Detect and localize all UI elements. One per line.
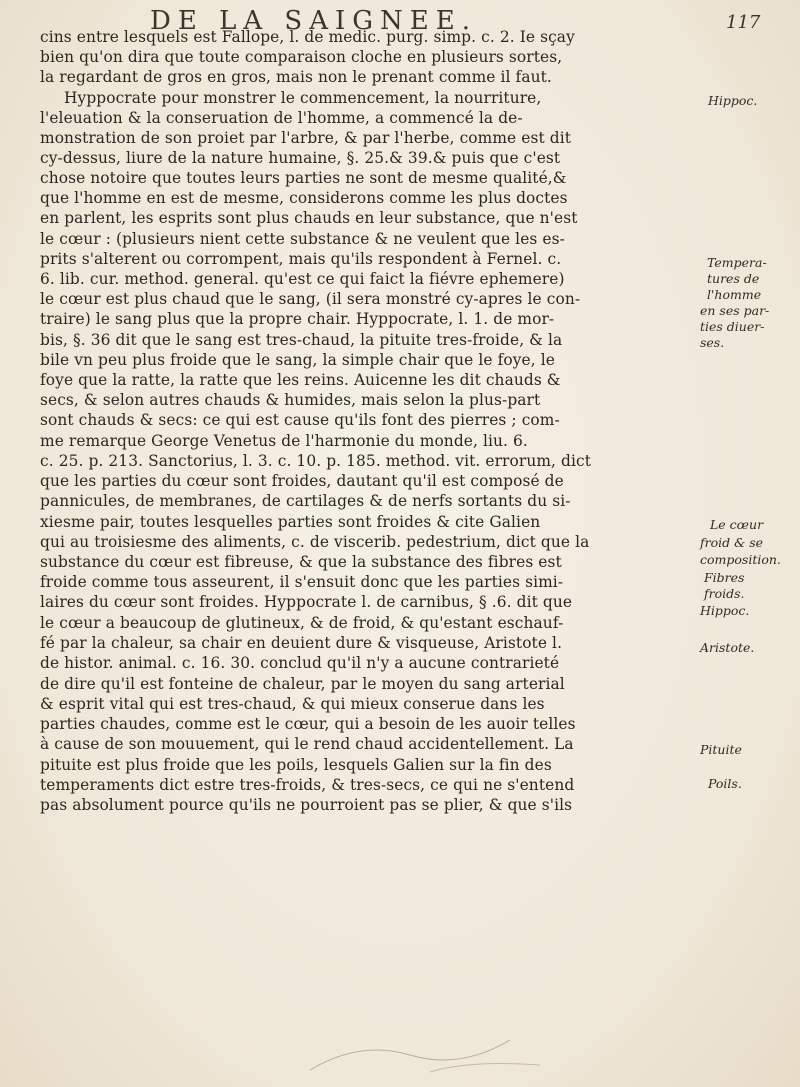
text-line: cy-dessus, liure de la nature humaine, §. 25.& 39.& puis que c'est xyxy=(40,149,561,167)
text-line: laires du cœur sont froides. Hyppocrate l. de carnibus, § .6. dit que xyxy=(40,593,573,611)
margin-note: l'homme xyxy=(707,287,762,302)
page-number: 117 xyxy=(726,12,761,33)
text-line: xiesme pair, toutes lesquelles parties sont froides & cite Galien xyxy=(40,513,541,531)
text-line: traire) le sang plus que la propre chair. Hyppocrate, l. 1. de mor- xyxy=(40,310,555,328)
margin-note: tures de xyxy=(707,271,760,286)
text-line: de dire qu'il est fonteine de chaleur, par le moyen du sang arterial xyxy=(40,675,565,693)
text-line: Hyppocrate pour monstrer le commencement, la nourriture, xyxy=(64,89,542,107)
margin-note: Fibres xyxy=(704,570,745,585)
margin-note: froid & se xyxy=(700,535,764,550)
text-line: bien qu'on dira que toute comparaison cloche en plusieurs sortes, xyxy=(40,48,563,66)
margin-note: Le cœur xyxy=(710,517,764,532)
margin-note: Hippoc. xyxy=(700,603,750,618)
margin-note: Poils. xyxy=(708,776,742,791)
margin-note: Hippoc. xyxy=(708,93,758,108)
text-line: bile vn peu plus froide que le sang, la simple chair que le foye, le xyxy=(40,351,555,369)
text-line: l'eleuation & la conseruation de l'homme, a commencé la de- xyxy=(40,109,523,127)
text-line: que l'homme en est de mesme, considerons comme les plus doctes xyxy=(40,189,568,207)
text-line: parties chaudes, comme est le cœur, qui a besoin de les auoir telles xyxy=(40,715,576,733)
chapter-title: DE LA SAIGNEE. xyxy=(150,6,477,36)
text-line: secs, & selon autres chauds & humides, mais selon la plus-part xyxy=(40,391,541,409)
text-line: à cause de son mouuement, qui le rend chaud accidentellement. La xyxy=(40,735,574,753)
text-line: le cœur a beaucoup de glutineux, & de froid, & qu'estant eschauf- xyxy=(40,614,564,632)
text-line: que les parties du cœur sont froides, dautant qu'il est composé de xyxy=(40,472,564,490)
text-line: bis, §. 36 dit que le sang est tres-chaud, la pituite tres-froide, & la xyxy=(40,331,563,349)
text-line: en parlent, les esprits sont plus chauds en leur substance, que n'est xyxy=(40,209,578,227)
text-line: fé par la chaleur, sa chair en deuient dure & visqueuse, Aristote l. xyxy=(40,634,563,652)
text-line: le cœur : (plusieurs nient cette substance & ne veulent que les es- xyxy=(40,230,565,248)
text-line: froide comme tous asseurent, il s'ensuit donc que les parties simi- xyxy=(40,573,564,591)
margin-note: en ses par- xyxy=(700,303,770,318)
margin-note: Aristote. xyxy=(700,640,755,655)
margin-note: ses. xyxy=(700,335,725,350)
pencil-mark xyxy=(300,1010,560,1080)
text-line: me remarque George Venetus de l'harmonie du monde, liu. 6. xyxy=(40,432,528,450)
text-line: & esprit vital qui est tres-chaud, & qui mieux conserue dans les xyxy=(40,695,545,713)
text-line: la regardant de gros en gros, mais non le prenant comme il faut. xyxy=(40,68,552,86)
text-line: 6. lib. cur. method. general. qu'est ce qui faict la fiévre ephemere) xyxy=(40,270,565,288)
text-line: qui au troisiesme des aliments, c. de viscerib. pedestrium, dict que la xyxy=(40,533,590,551)
margin-note: ties diuer- xyxy=(700,319,765,334)
text-line: temperaments dict estre tres-froids, & tres-secs, ce qui ne s'entend xyxy=(40,776,575,794)
margin-note: Tempera- xyxy=(707,255,767,270)
margin-note: Pituite xyxy=(700,742,742,757)
text-line: le cœur est plus chaud que le sang, (il sera monstré cy-apres le con- xyxy=(40,290,581,308)
text-line: c. 25. p. 213. Sanctorius, l. 3. c. 10. p. 185. method. vit. errorum, dict xyxy=(40,452,592,470)
text-line: prits s'alterent ou corrompent, mais qu'ils respondent à Fernel. c. xyxy=(40,250,562,268)
margin-note: froids. xyxy=(704,586,745,601)
text-line: pituite est plus froide que les poils, lesquels Galien sur la fin des xyxy=(40,756,552,774)
text-line: foye que la ratte, la ratte que les reins. Auicenne les dit chauds & xyxy=(40,371,561,389)
text-line: substance du cœur est fibreuse, & que la substance des fibres est xyxy=(40,553,562,571)
text-line: pas absolument pource qu'ils ne pourroient pas se plier, & que s'ils xyxy=(40,796,573,814)
text-line: cins entre lesquels est Fallope, l. de medic. purg. simp. c. 2. Ie sçay xyxy=(40,28,575,46)
text-line: monstration de son proiet par l'arbre, & par l'herbe, comme est dit xyxy=(40,129,571,147)
text-line: chose notoire que toutes leurs parties ne sont de mesme qualité,& xyxy=(40,169,567,187)
text-line: de histor. animal. c. 16. 30. conclud qu'il n'y a aucune contrarieté xyxy=(40,654,560,672)
text-line: sont chauds & secs: ce qui est cause qu'ils font des pierres ; com- xyxy=(40,411,560,429)
margin-note: composition. xyxy=(700,552,781,567)
text-line: pannicules, de membranes, de cartilages & de nerfs sortants du si- xyxy=(40,492,571,510)
